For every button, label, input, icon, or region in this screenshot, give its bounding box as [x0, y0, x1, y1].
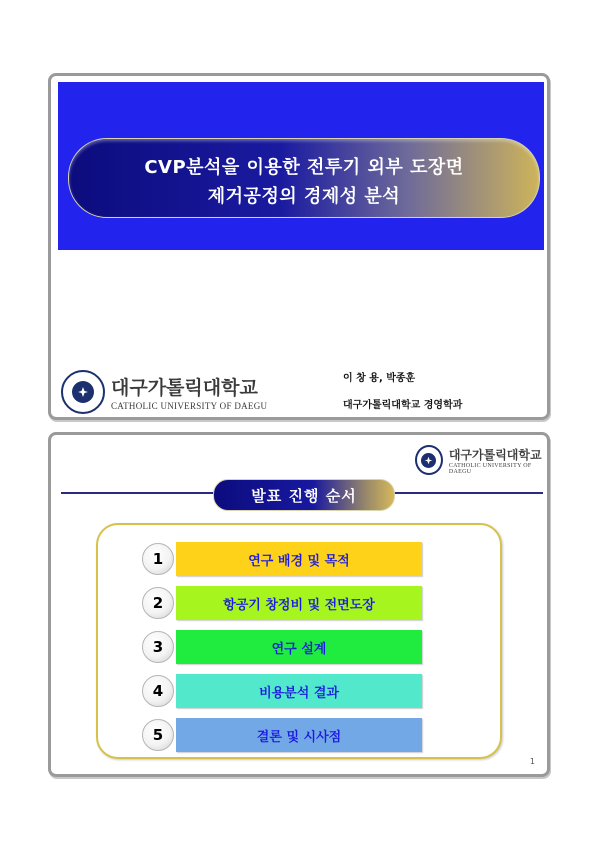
logo-name-english: CATHOLIC UNIVERSITY OF DAEGU — [448, 462, 532, 475]
agenda-item-5 — [142, 718, 424, 752]
logo-name-english: CATHOLIC UNIVERSITY OF DAEGU — [111, 401, 268, 411]
agenda-number-badge: 3 — [142, 631, 174, 663]
agenda-box — [96, 523, 502, 759]
agenda-number-badge: 4 — [142, 675, 174, 707]
university-seal-icon — [415, 445, 443, 475]
agenda-item-label: 결론 및 시사점 — [176, 718, 422, 752]
agenda-item-2 — [142, 586, 424, 620]
agenda-slide — [48, 432, 550, 777]
agenda-item-label: 항공기 창정비 및 전면도장 — [176, 586, 422, 620]
agenda-item-1 — [142, 542, 424, 576]
author-names: 이 창 용, 박종훈 — [343, 373, 416, 384]
logo-name-korean: 대구가톨릭대학교 — [111, 377, 258, 399]
agenda-item-label: 비용분석 결과 — [176, 674, 422, 708]
title-line-1: CVP분석을 이용한 전투기 외부 도장면 — [144, 157, 464, 178]
agenda-heading: 발표 진행 순서 — [213, 479, 395, 511]
title-banner — [58, 82, 544, 250]
agenda-item-3 — [142, 630, 424, 664]
title-line-2: 제거공정의 경제성 분석 — [207, 186, 401, 207]
logo-text — [111, 373, 267, 411]
university-seal-icon — [61, 370, 105, 414]
university-logo — [415, 445, 547, 475]
page-number: 1 — [529, 757, 535, 766]
logo-name-korean: 대구가톨릭대학교 — [448, 447, 542, 462]
agenda-number-badge: 2 — [142, 587, 174, 619]
agenda-item-4 — [142, 674, 424, 708]
agenda-number-badge: 1 — [142, 543, 174, 575]
agenda-item-label: 연구 배경 및 목적 — [176, 542, 422, 576]
logo-text — [449, 446, 547, 475]
title-pill — [68, 138, 540, 218]
agenda-number-badge: 5 — [142, 719, 174, 751]
title-slide — [48, 73, 550, 420]
university-logo — [61, 370, 267, 414]
author-affiliation: 대구가톨릭대학교 경영학과 — [343, 400, 463, 411]
agenda-item-label: 연구 설계 — [176, 630, 422, 664]
